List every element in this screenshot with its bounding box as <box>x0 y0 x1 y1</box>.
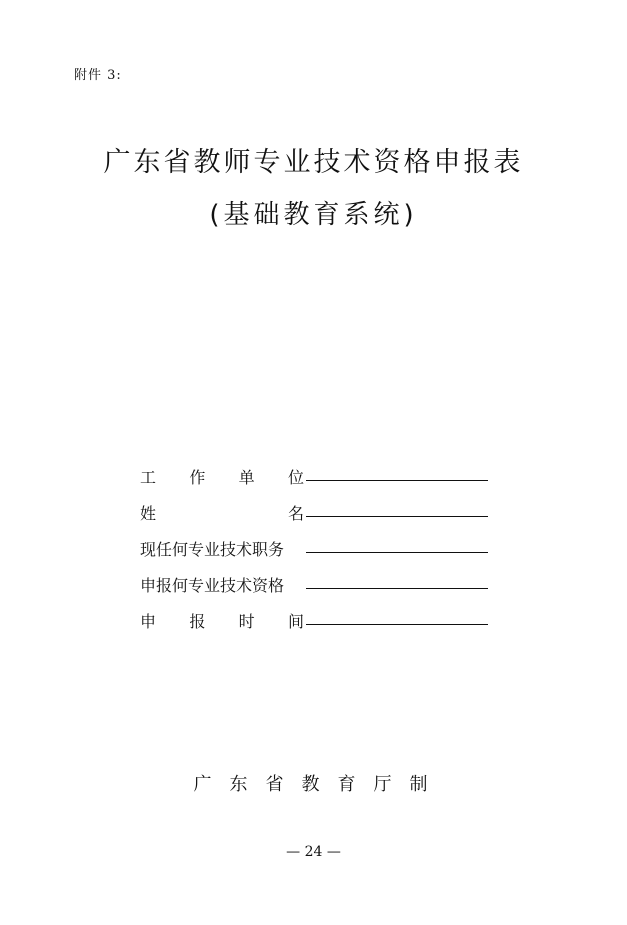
field-label <box>140 468 304 488</box>
label-char: 时 <box>238 612 255 631</box>
field-blank-line[interactable] <box>306 551 488 553</box>
field-row-applied-qualification <box>140 560 490 596</box>
field-row-work-unit <box>140 452 490 488</box>
page-number: — 24 — <box>286 844 341 860</box>
label-char: 报 <box>189 612 206 631</box>
label-char: 间 <box>287 612 304 631</box>
field-row-current-title <box>140 524 490 560</box>
field-blank-line[interactable] <box>306 587 488 589</box>
field-row-name <box>140 488 490 524</box>
field-blank-line[interactable] <box>306 515 488 517</box>
label-char: 作 <box>189 468 206 487</box>
field-label <box>140 612 304 632</box>
label-char: 单 <box>238 468 255 487</box>
field-row-application-date <box>140 596 490 632</box>
label-char: 工 <box>140 468 157 487</box>
field-label: 申报何专业技术资格 <box>140 576 285 595</box>
label-char: 位 <box>287 468 304 487</box>
form-subtitle: (基础教育系统) <box>209 200 418 230</box>
cover-info-form <box>140 452 490 632</box>
label-char: 申 <box>140 612 157 631</box>
form-title: 广东省教师专业技术资格申报表 <box>103 147 524 178</box>
label-char: 名 <box>287 504 304 523</box>
field-blank-line[interactable] <box>306 479 488 481</box>
field-label: 现任何专业技术职务 <box>140 540 285 559</box>
field-label <box>140 504 304 524</box>
attachment-label: 附件 3: <box>74 68 122 83</box>
label-char: 姓 <box>140 504 157 523</box>
field-blank-line[interactable] <box>306 623 488 625</box>
issuer-line: 广东省教育厅制 <box>193 774 446 795</box>
